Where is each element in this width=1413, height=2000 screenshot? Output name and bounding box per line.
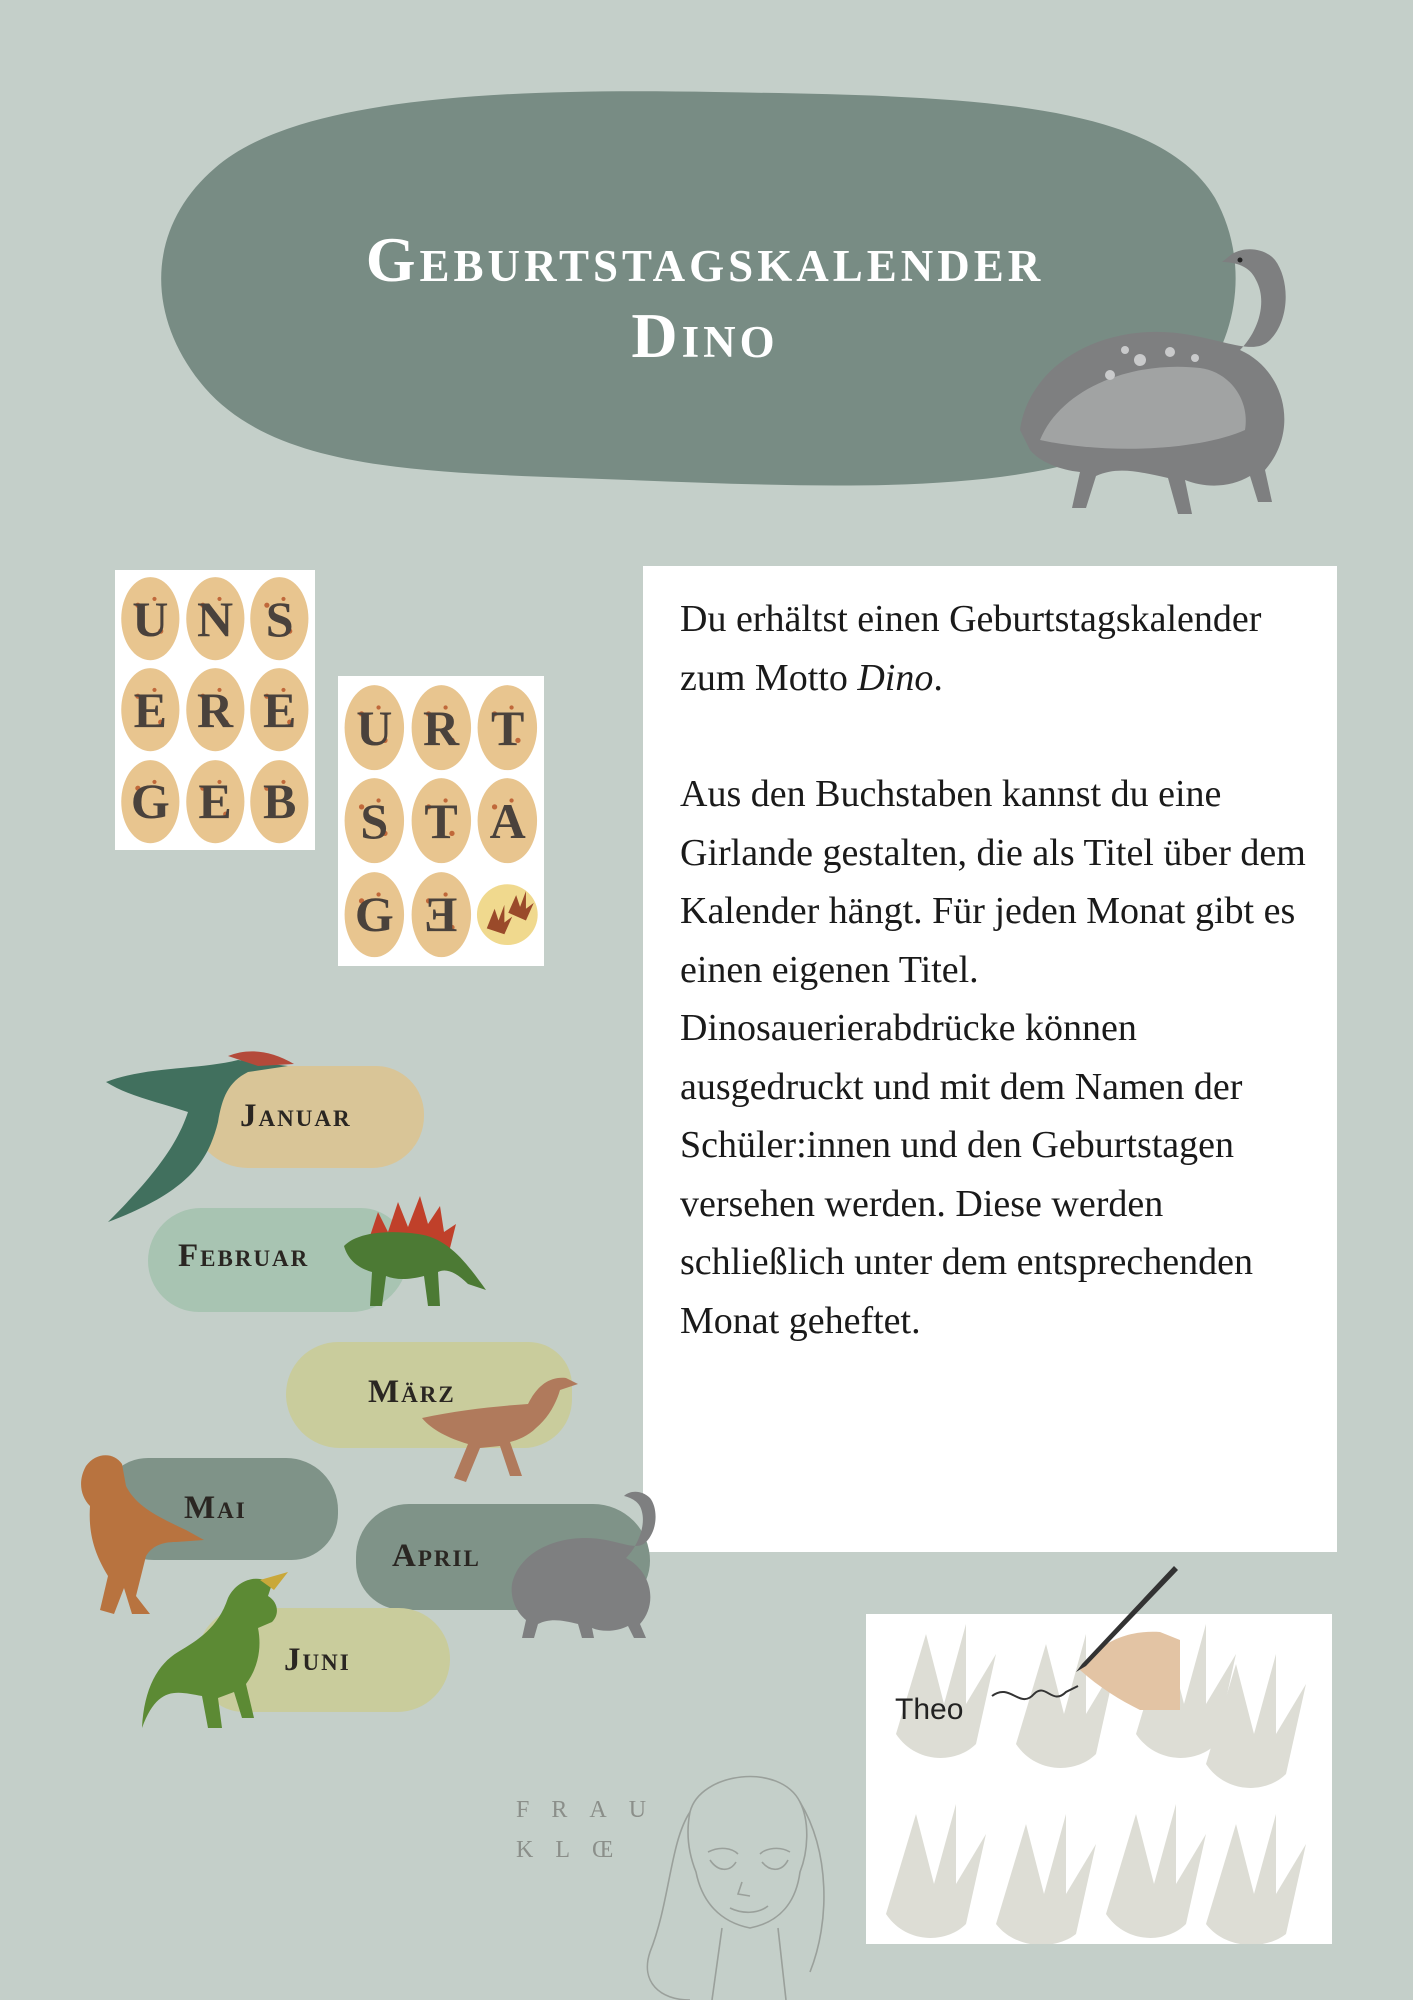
egg-letter: G: [119, 757, 182, 846]
egg-letter: R: [409, 682, 474, 773]
egg-letter: U: [119, 574, 182, 663]
egg-letter: E: [248, 665, 311, 754]
garland-card-2: [338, 676, 544, 966]
egg-letter: N: [184, 574, 247, 663]
stegosaurus-illustration: [338, 1172, 488, 1312]
brachiosaurus-illustration: [1000, 240, 1345, 520]
motto-text: Dino: [857, 656, 934, 699]
month-label-maerz: März: [368, 1374, 456, 1410]
egg-letter: U: [342, 682, 407, 773]
description-text: [680, 590, 1320, 1350]
egg-letter: E: [119, 665, 182, 754]
egg-letter: E: [184, 757, 247, 846]
description-paragraph-1: Du erhältst einen Geburtstagskalender zum Motto Dino.: [680, 598, 1262, 699]
month-label-mai: Mai: [184, 1490, 247, 1526]
month-label-januar: Januar: [240, 1098, 352, 1134]
egg-letter: S: [248, 574, 311, 663]
footprint-egg-icon: [475, 869, 540, 960]
egg-letter: E: [409, 869, 474, 960]
egg-letter: T: [475, 682, 540, 773]
month-label-juni: Juni: [284, 1642, 351, 1678]
month-label-april: April: [392, 1538, 481, 1574]
garland-card-1: [115, 570, 315, 850]
pterodactyl-illustration: [98, 1042, 298, 1222]
face-line-drawing: [630, 1752, 845, 2000]
egg-letter: S: [342, 775, 407, 866]
title-line-1: Geburtstagskalender: [365, 224, 1045, 295]
logo-line-1: FRAU: [516, 1797, 669, 1823]
raptor-illustration: [418, 1358, 578, 1488]
egg-letter: G: [342, 869, 407, 960]
egg-letter: T: [409, 775, 474, 866]
parasaurolophus-illustration: [138, 1568, 288, 1738]
brachiosaurus-small-illustration: [506, 1488, 686, 1638]
logo-line-2: KLŒ: [516, 1837, 636, 1863]
title-line-2: Dino: [631, 300, 779, 371]
egg-letter: A: [475, 775, 540, 866]
footprint-name-label: Theo: [895, 1693, 964, 1726]
egg-letter: R: [184, 665, 247, 754]
egg-letter: B: [248, 757, 311, 846]
month-label-februar: Februar: [178, 1238, 310, 1274]
description-paragraph-2: Aus den Buchstaben kannst du eine Girlande gestalten, die als Titel über dem Kalender hängt. Für jeden Monat gibt es einen eigenen Titel. Dinosauerierabdrücke können ausgedruckt und mit dem Namen der Schüler:innen und den Geburtstagen versehen werden. Diese werden schließlich unter dem entsprechenden Monat geheftet.: [680, 773, 1306, 1342]
writing-hand-illustration: [1040, 1560, 1180, 1710]
